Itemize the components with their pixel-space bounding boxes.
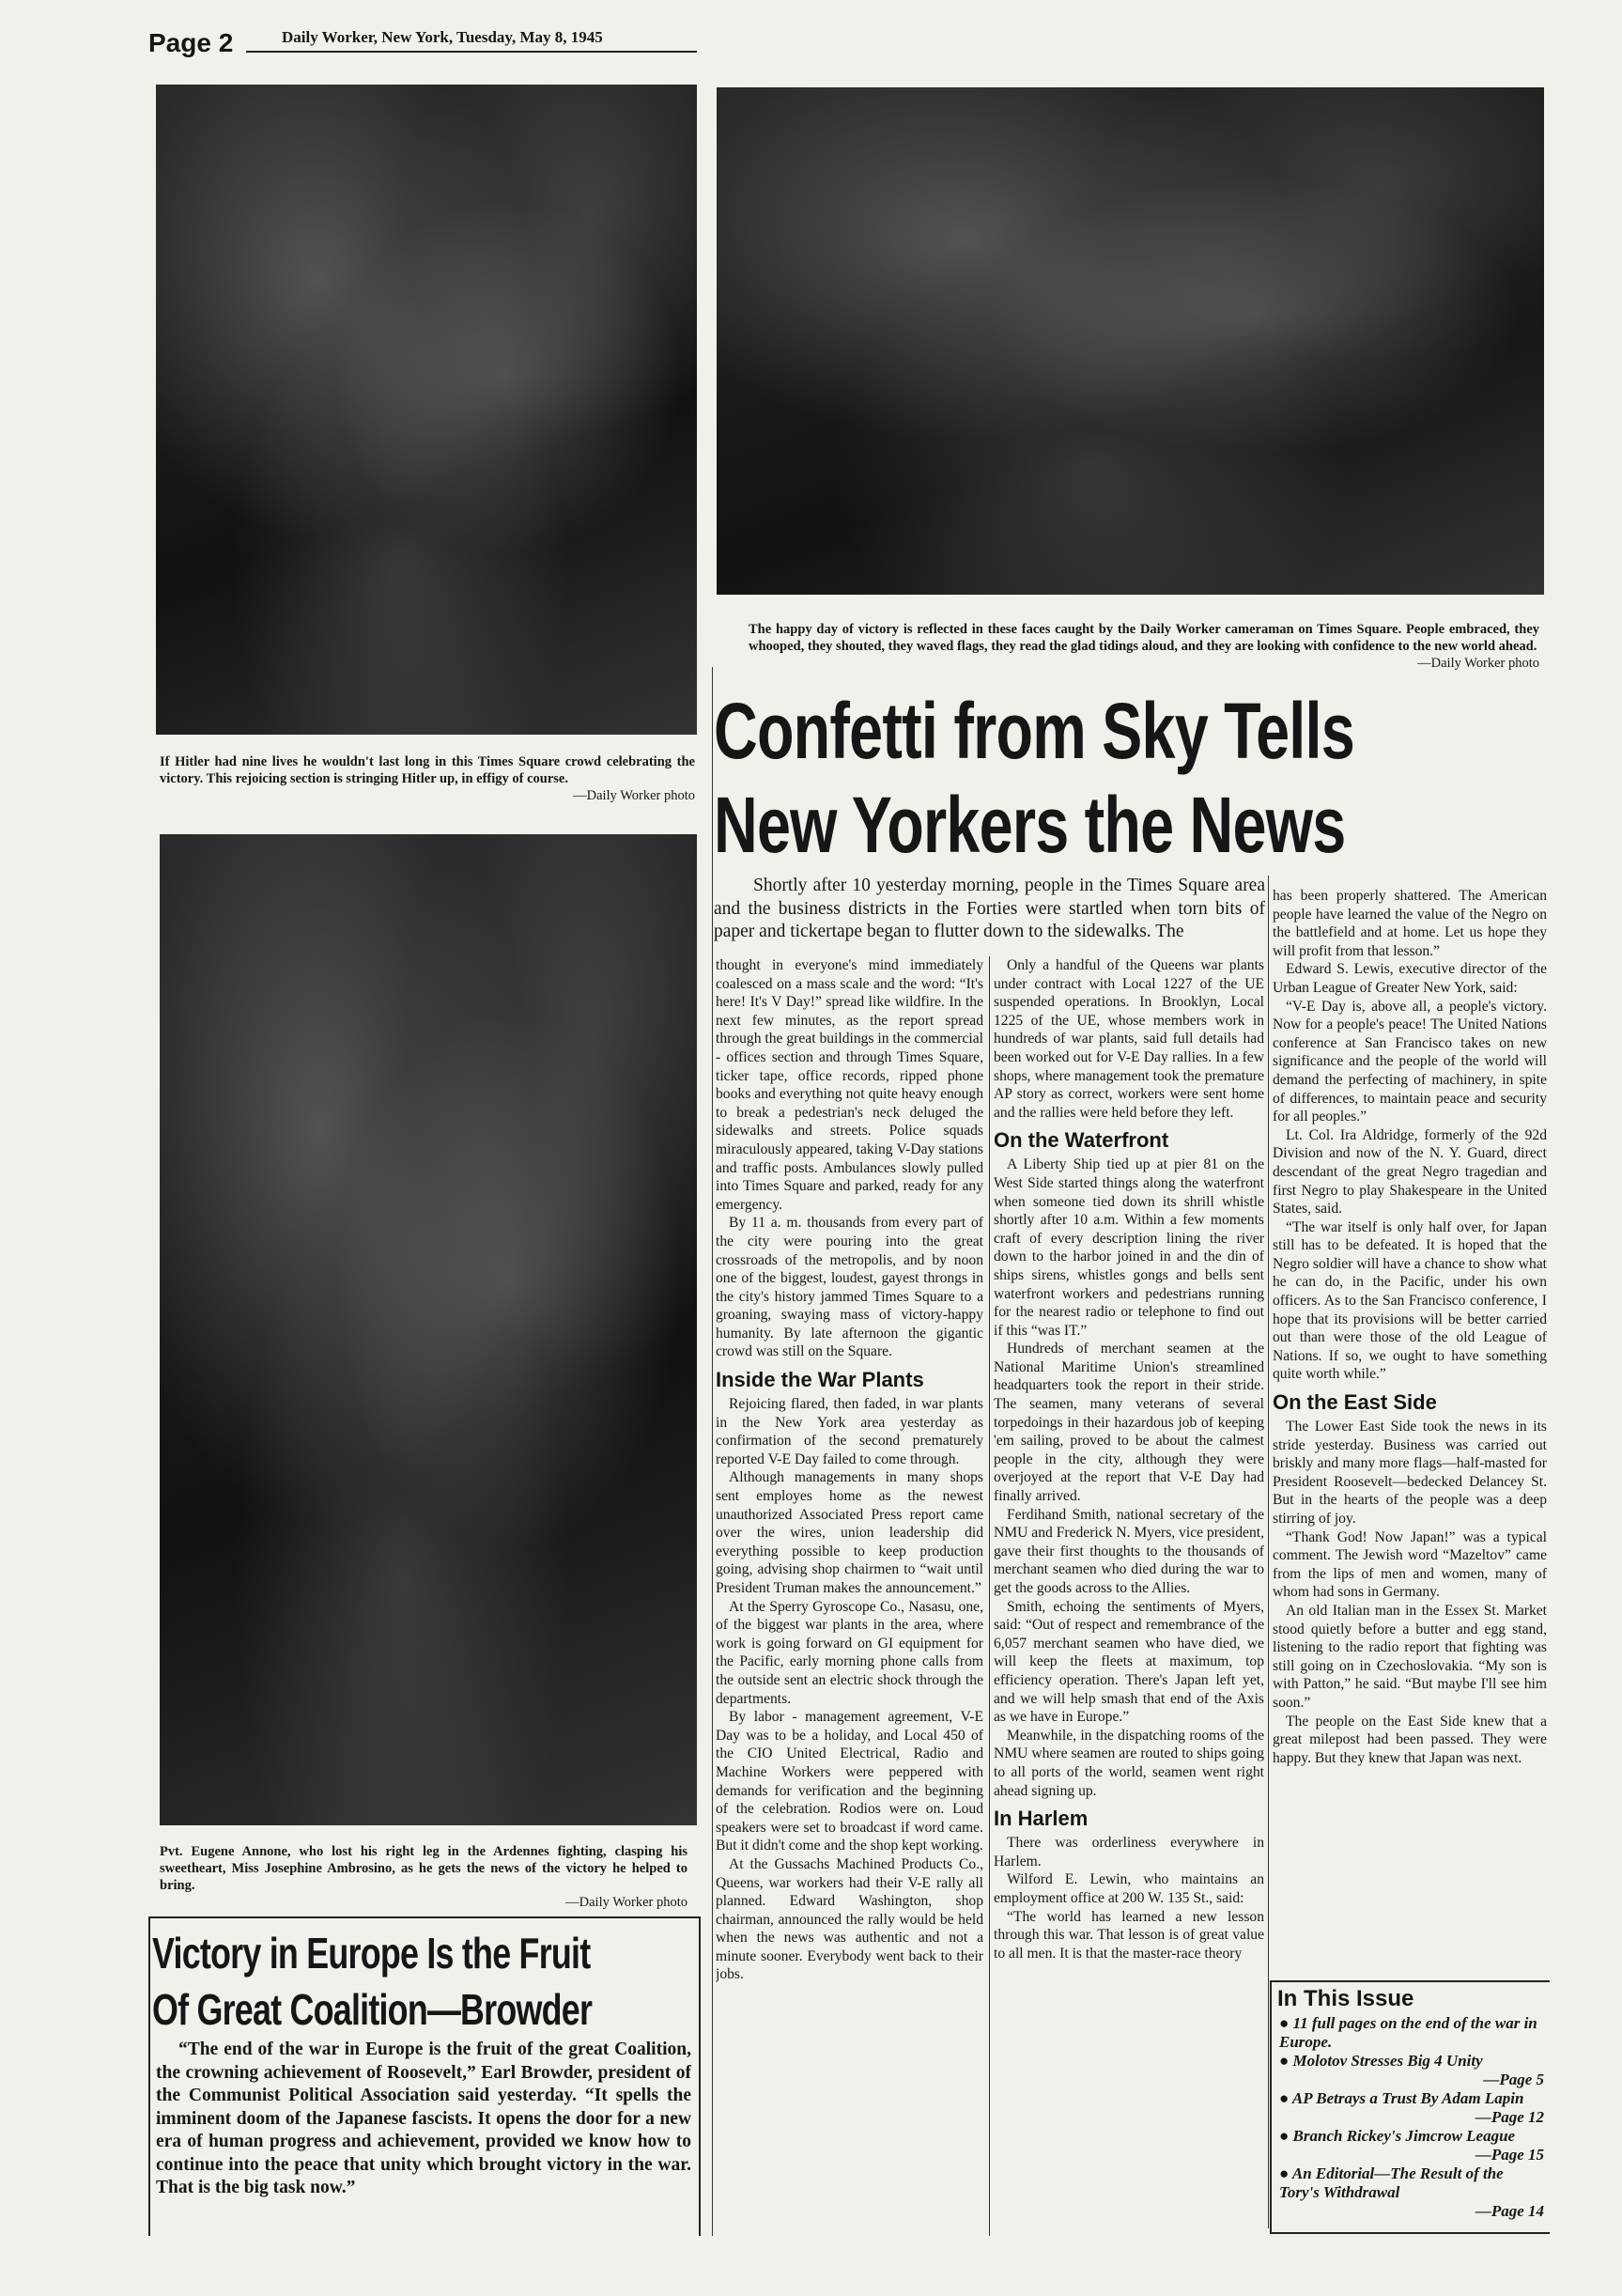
issue-item-text: Molotov Stresses Big 4 Unity	[1292, 2052, 1483, 2070]
main-column-2	[994, 956, 1264, 2272]
issue-item-page: —Page 14	[1475, 2202, 1544, 2220]
issue-item[interactable]	[1279, 2014, 1544, 2052]
paragraph: An old Italian man in the Essex St. Market stood quietly before a butter and egg stand, listening to the radio report that fighting was still going on in Czechoslovakia. “My son is with Patton,” he said. “But maybe I'll see him soon.”	[1273, 1602, 1547, 1711]
paragraph: Wilford E. Lewin, who maintains an employment office at 200 W. 135 St., said:	[994, 1871, 1264, 1906]
paragraph: Although managements in many shops sent employes home as the newest unauthorized Associated Press report came over the wires, union leadership did everything possible to keep production going, advising shop chairmen to “wait until President Truman makes the announcement.”	[716, 1469, 983, 1596]
issue-item[interactable]	[1279, 2052, 1544, 2089]
in-this-issue-title: In This Issue	[1277, 1986, 1414, 2011]
subhead-east-side: On the East Side	[1273, 1390, 1437, 1415]
issue-item[interactable]	[1279, 2164, 1544, 2221]
lead-paragraph: Shortly after 10 yesterday morning, people in the Times Square area and the business districts in the Forties were startled when torn bits of paper and tickertape began to flutter down to the sidewalks. The	[714, 876, 1265, 941]
column-rule	[1268, 876, 1269, 2228]
issue-item-text: Branch Rickey's Jimcrow League	[1292, 2127, 1516, 2145]
photo-annone	[160, 834, 697, 1825]
paragraph: Lt. Col. Ira Aldridge, formerly of the 92d Division and now of the N. Y. Guard, direct descendant of the great Negro tragedian and first Negro to play Shakespeare in the United States, said.	[1273, 1126, 1547, 1218]
paragraph: “The war itself is only half over, for Japan still has to be defeated. It is hoped that the Negro soldier will have a chance to show what he can do, in the Pacific, under his own officers. As to the San Francisco conference, I hope that its provisions will be better carried out than were those of the old League of Nations. If so, we ought to have something quite worth while.”	[1273, 1218, 1547, 1383]
subhead-war-plants: Inside the War Plants	[716, 1368, 924, 1392]
browder-top-rule	[148, 1916, 699, 1918]
browder-left-rule	[148, 1916, 150, 2236]
page-label: Page 2	[148, 28, 234, 57]
paragraph: By labor - management agreement, V-E Day was to be a holiday, and Local 450 of the CIO United Electrical, Radio and Machine Workers were peppered with demands for verification and the beginning of the celebration. Rodios were on. Loud speakers were set to broadcast if word came. But it didn't come and the shop kept working.	[716, 1709, 983, 1854]
bullet-icon: ●	[1279, 2089, 1292, 2107]
photo-credit: —Daily Worker photo	[565, 1895, 687, 1910]
caption-text: The happy day of victory is reflected in these faces caught by the Daily Worker cameraman on Times Square. People embraced, they whooped, they shouted, they waved flags, they read the glad tidings aloud, and they are looking with confidence to the new world ahead.	[749, 622, 1539, 654]
paragraph: Hundreds of merchant seamen at the National Maritime Union's streamlined headquarters took the report in their stride. The seamen, many veterans of several torpedoings in their hazardous job of keeping 'em sailing, proved to be about the calmest people in the city, although they were overjoyed at the report that V-E Day had finally arrived.	[994, 1341, 1264, 1505]
paragraph: “V-E Day is, above all, a people's victory. Now for a people's peace! The United Nations conference at San Francisco takes on new significance and the people of the world will demand the perfecting of machinery, in spite of differences, to maintain peace and security for all peoples.”	[1273, 998, 1547, 1125]
issue-item-page: —Page 5	[1483, 2071, 1544, 2088]
issue-item[interactable]	[1279, 2127, 1544, 2164]
subhead-waterfront: On the Waterfront	[994, 1128, 1169, 1153]
browder-headline-1: Victory in Europe Is the Fruit	[152, 1929, 591, 1978]
caption-times-square	[749, 621, 1539, 672]
caption-text: Pvt. Eugene Annone, who lost his right leg in the Ardennes fighting, clasping his sweetheart, Miss Josephine Ambrosino, as he gets the news of the victory he helped to bring.	[160, 1844, 687, 1893]
main-column-1	[716, 956, 983, 2272]
caption-annone	[160, 1843, 687, 1911]
caption-text: If Hitler had nine lives he wouldn't last long in this Times Square crowd celebrating the victory. This rejoicing section is stringing Hitler up, in effigy of course.	[160, 754, 695, 786]
paragraph: has been properly shattered. The American people have learned the value of the Negro on the battlefield and at home. Let us hope they will profit from that lesson.”	[1273, 888, 1547, 959]
masthead: Daily Worker, New York, Tuesday, May 8, 1945	[282, 28, 603, 46]
header-rule	[246, 51, 697, 53]
paragraph: Edward S. Lewis, executive director of the Urban League of Greater New York, said:	[1273, 961, 1547, 996]
paragraph: Rejoicing flared, then faded, in war plants in the New York area yesterday as confirmation of the second prematurely reported V-E Day failed to come through.	[716, 1396, 983, 1467]
paragraph: There was orderliness everywhere in Harlem.	[994, 1835, 1264, 1869]
paragraph: A Liberty Ship tied up at pier 81 on the West Side started things along the waterfront when someone tied down its shrill whistle shortly after 10 a.m. Within a few moments craft of every description lining the river down to the harbor joined in and the din of ships sirens, whistles gongs and bells sent waterfront workers and pedestrians running for the nearest radio or telephone to find out if this “was IT.”	[994, 1156, 1264, 1339]
paragraph: “The end of the war in Europe is the fruit of the great Coalition, the crowning achievement of Roosevelt,” Earl Browder, president of the Communist Political Association said yesterday. “It spells the imminent doom of the Japanese fascists. It opens the door for a new era of human progress and achievement, provided we know how to continue into the peace that unity which brought victory in the war. That is the big task now.”	[156, 2040, 691, 2197]
browder-headline-2: Of Great Coalition—Browder	[152, 1985, 593, 2034]
photo-credit: —Daily Worker photo	[573, 788, 695, 803]
paragraph: At the Gussachs Machined Products Co., Queens, war workers had their V-E rally all planned. Edward Washington, shop chairman, announced the rally would be held when the news was authentic and not a minute sooner. Everybody went back to their jobs.	[716, 1855, 983, 1983]
issue-item-page: —Page 15	[1475, 2146, 1544, 2164]
paragraph: Only a handful of the Queens war plants under contract with Local 1227 of the UE suspended operations. In Brooklyn, Local 1225 of the UE, whose members work in hundreds of war plants, said full details had been worked out for V-E Day rallies. In a few shops, where management took the premature AP story as correct, workers were sent home and the rallies were held before they left.	[994, 957, 1264, 1121]
browder-right-rule	[699, 1916, 701, 2236]
issue-item[interactable]	[1279, 2089, 1544, 2127]
issue-item-text: AP Betrays a Trust By Adam Lapin	[1291, 2089, 1524, 2107]
main-column-3	[1273, 887, 1547, 1995]
issue-item-text: 11 full pages on the end of the war in Europe.	[1279, 2014, 1537, 2051]
bullet-icon: ●	[1279, 2127, 1293, 2145]
paragraph: At the Sperry Gyroscope Co., Nasasu, one, of the biggest war plants in the area, where work is going forward on GI equipment for the Pacific, early morning phone calls from the outside sent an electric shock through the departments.	[716, 1598, 983, 1707]
paragraph: Meanwhile, in the dispatching rooms of the NMU where seamen are routed to ships going to all ports of the world, seamen went right ahead signing up.	[994, 1727, 1264, 1799]
paragraph: “Thank God! Now Japan!” was a typical comment. The Jewish word “Mazeltov” came from the lips of men and women, many of whom had sons in Germany.	[1273, 1528, 1547, 1601]
paragraph: The Lower East Side took the news in its stride yesterday. Business was carried out briskly and many more flags—half-masted for President Roosevelt—bedecked Delancey St. But in the hearts of the people was a deep stirring of joy.	[1273, 1419, 1547, 1527]
browder-body	[156, 2039, 691, 2200]
issue-item-page: —Page 12	[1475, 2108, 1544, 2126]
paragraph: The people on the East Side knew that a great milepost had been passed. They were happy. But they knew that Japan was next.	[1273, 1713, 1547, 1766]
paragraph: Smith, echoing the sentiments of Myers, said: “Out of respect and remembrance of the 6,057 merchant seamen who have died, we will keep the fleets at maximum, top efficiency operation. There's Japan left yet, and we will help smash that end of the Axis as we have in Europe.”	[994, 1598, 1264, 1726]
column-rule	[712, 667, 713, 2236]
main-lead	[714, 875, 1265, 944]
main-headline-1: Confetti from Sky Tells	[714, 687, 1354, 775]
in-this-issue-box	[1270, 1980, 1550, 2234]
caption-hitler-effigy	[160, 753, 695, 804]
paragraph: By 11 a. m. thousands from every part of the city were pouring into the great crossroads of the metropolis, and by noon one of the biggest, loudest, gayest throngs in the city's history jammed Times Square to a groaning, swaying mass of victory-happy humanity. By late afternoon the gigantic crowd was still on the Square.	[716, 1215, 983, 1360]
bullet-icon: ●	[1279, 2014, 1293, 2032]
column-rule	[989, 956, 990, 2236]
bullet-icon: ●	[1279, 2164, 1292, 2182]
photo-credit: —Daily Worker photo	[1417, 656, 1539, 671]
photo-times-square	[717, 87, 1544, 595]
paragraph: Ferdihand Smith, national secretary of the NMU and Frederick N. Myers, vice president, gave their first thoughts to the thousands of merchant seamen who died during the war to get the goods across to the Allies.	[994, 1506, 1264, 1596]
subhead-harlem: In Harlem	[994, 1807, 1089, 1831]
issue-item-text: An Editorial—The Result of the Tory's Withdrawal	[1279, 2164, 1504, 2201]
photo-hitler-effigy	[156, 85, 697, 735]
bullet-icon: ●	[1279, 2052, 1293, 2070]
paragraph: thought in everyone's mind immediately coalesced on a mass scale and the word: “It's here! It's V Day!” spread like wildfire. In the next few minutes, as the report spread through the great buildings in the commercial - offices section and through Times Square, ticker tape, office records, ripped phone books and everything not quite heavy enough to break a pedestrian's neck deluged the sidewalks and streets. Police squads miraculously appeared, taking V-Day stations and traffic posts. Ambulances slowly pulled into Times Square and parked, ready for any emergency.	[716, 957, 983, 1213]
paragraph: “The world has learned a new lesson through this war. That lesson is of great value to all men. It is that the master-race theory	[994, 1908, 1264, 1962]
main-headline-2: New Yorkers the News	[714, 781, 1346, 869]
